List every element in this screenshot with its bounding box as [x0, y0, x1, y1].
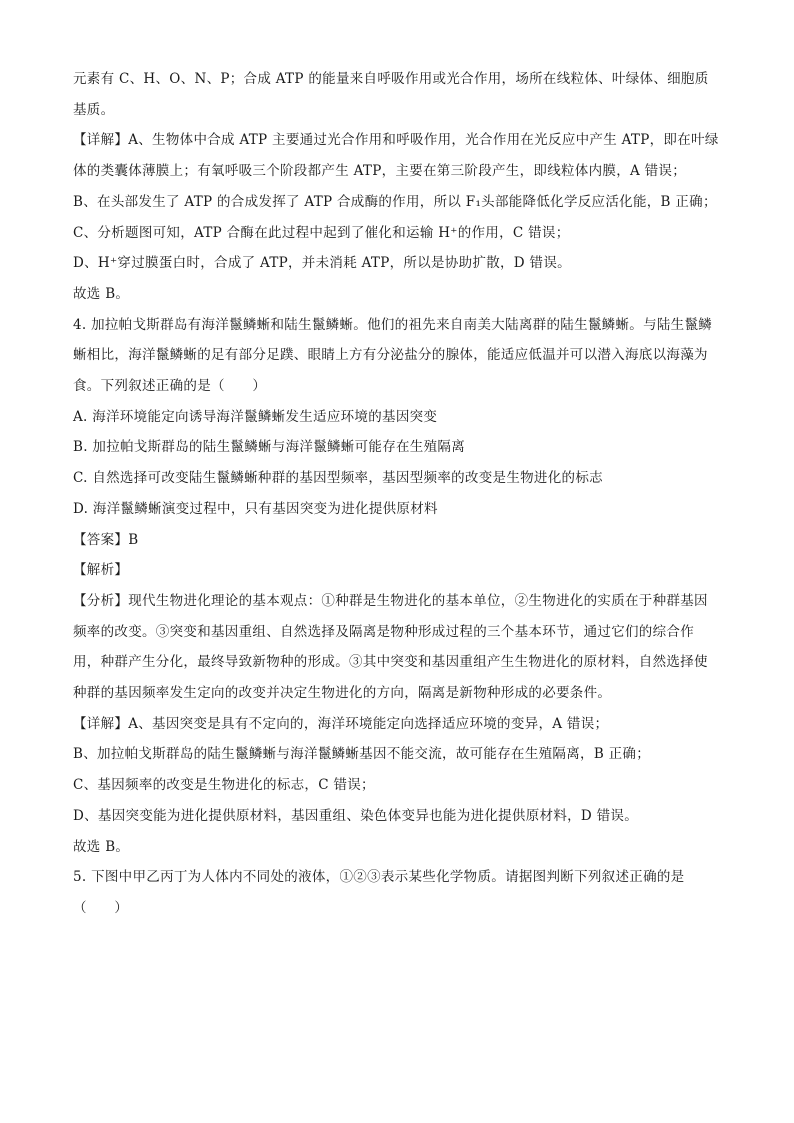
question-4-option-c: C. 自然选择可改变陆生鬣鳞蜥种群的基因型频率，基因型频率的改变是生物进化的标志 — [73, 470, 603, 487]
question-4-option-a: A. 海洋环境能定向诱导海洋鬣鳞蜥发生适应环境的基因突变 — [73, 408, 438, 425]
answer-conclusion-q4: 故选 B。 — [73, 838, 130, 855]
question-5-stem: 5. 下图中甲乙丙丁为人体内不同处的液体，①②③表示某些化学物质。请据图判断下列叙述正确的是（ ） — [73, 869, 685, 916]
detail-q4-b: B、加拉帕戈斯群岛的陆生鬣鳞蜥与海洋鬣鳞蜥基因不能交流，故可能存在生殖隔离，B 正确； — [73, 746, 651, 763]
analysis-label-q4: 【解析】 — [73, 562, 129, 579]
question-4-option-d: D. 海洋鬣鳞蜥演变过程中，只有基因突变为进化提供原材料 — [73, 500, 438, 517]
detail-q4-a: 【详解】A、基因突变是具有不定向的，海洋环境能定向选择适应环境的变异，A 错误； — [73, 715, 609, 732]
detail-q4-d: D、基因突变能为进化提供原材料，基因重组、染色体变异也能为进化提供原材料，D 错误。 — [73, 807, 639, 824]
answer-conclusion-q3: 故选 B。 — [73, 285, 130, 302]
detail-q4-c: C、基因频率的改变是生物进化的标志，C 错误； — [73, 777, 375, 794]
analysis-paragraph-q4: 【分析】现代生物进化理论的基本观点：①种群是生物进化的基本单位，②生物进化的实质在于种群基因频率的改变。③突变和基因重组、自然选择及隔离是物种形成过程的三个基本环节，通过它们的综合作用，种群产生分化，最终导致新物种的形成。③其中突变和基因重组产生生物进化的原材料，自然选择使种群的基因频率发生定向的改变并决定生物进化的方向，隔离是新物种形成的必要条件。 — [73, 592, 708, 702]
paragraph-detail-q3-a: 【详解】A、生物体中合成 ATP 主要通过光合作用和呼吸作用，光合作用在光反应中产生 ATP，即在叶绿体的类囊体薄膜上；有氧呼吸三个阶段都产生 ATP，主要在第三阶段产生，即线粒体内膜，A 错误； — [73, 132, 719, 180]
paragraph-detail-q3-d: D、H⁺穿过膜蛋白时，合成了 ATP，并未消耗 ATP，所以是协助扩散，D 错误。 — [73, 255, 571, 272]
paragraph-detail-q3-c: C、分析题图可知，ATP 合酶在此过程中起到了催化和运输 H⁺的作用，C 错误； — [73, 224, 570, 241]
document-body — [73, 64, 721, 924]
question-4-option-b: B. 加拉帕戈斯群岛的陆生鬣鳞蜥与海洋鬣鳞蜥可能存在生殖隔离 — [73, 439, 466, 456]
paragraph-elements: 元素有 C、H、O、N、P；合成 ATP 的能量来自呼吸作用或光合作用，场所在线粒体、叶绿体、细胞质基质。 — [73, 71, 709, 118]
answer-label-q4: 【答案】B — [73, 531, 139, 548]
paragraph-detail-q3-b: B、在头部发生了 ATP 的合成发挥了 ATP 合成酶的作用，所以 F₁头部能降低化学反应活化能，B 正确； — [73, 193, 717, 210]
question-4-stem: 4. 加拉帕戈斯群岛有海洋鬣鳞蜥和陆生鬣鳞蜥。他们的祖先来自南美大陆离群的陆生鬣鳞蜥。与陆生鬣鳞蜥相比，海洋鬣鳞蜥的足有部分足蹼、眼睛上方有分泌盐分的腺体，能适应低温并可以潜入海底以海藻为食。下列叙述正确的是（ ） — [73, 316, 713, 395]
